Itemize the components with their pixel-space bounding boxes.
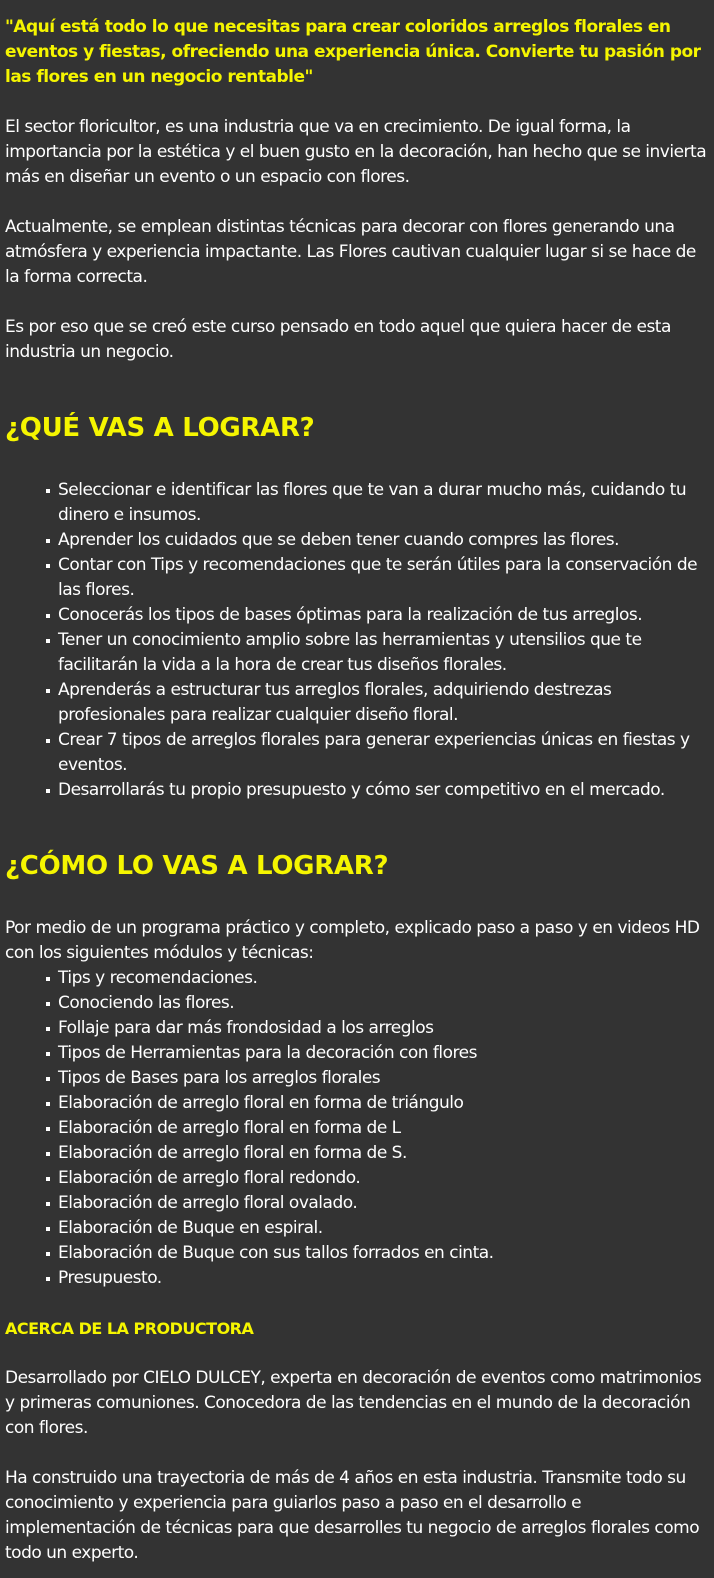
- list-item: Elaboración de arreglo floral en forma de S.: [45, 1141, 709, 1166]
- modules-list: [5, 966, 709, 1291]
- list-item: Elaboración de arreglo floral en forma de triángulo: [45, 1091, 709, 1116]
- list-item: Contar con Tips y recomendaciones que te serán útiles para la conservación de las flores.: [45, 553, 709, 603]
- list-item: Tips y recomendaciones.: [45, 966, 709, 991]
- list-item: Conociendo las flores.: [45, 991, 709, 1016]
- list-item: Tipos de Herramientas para la decoración con flores: [45, 1041, 709, 1066]
- list-item: Desarrollarás tu propio presupuesto y cómo ser competitivo en el mercado.: [45, 778, 709, 803]
- list-item: Seleccionar e identificar las flores que te van a durar mucho más, cuidando tu dinero e insumos.: [45, 478, 709, 528]
- goals-heading: ¿QUÉ VAS A LOGRAR?: [5, 413, 315, 443]
- list-item: Tipos de Bases para los arreglos florales: [45, 1066, 709, 1091]
- list-item: Tener un conocimiento amplio sobre las herramientas y utensilios que te facilitarán la vida a la hora de crear tus diseños florales.: [45, 628, 709, 678]
- list-item: Elaboración de Buque con sus tallos forrados en cinta.: [45, 1241, 709, 1266]
- method-heading: ¿CÓMO LO VAS A LOGRAR?: [5, 851, 389, 881]
- list-item: Elaboración de arreglo floral redondo.: [45, 1166, 709, 1191]
- list-item: Aprenderás a estructurar tus arreglos florales, adquiriendo destrezas profesionales para realizar cualquier diseño floral.: [45, 678, 709, 728]
- list-item: Presupuesto.: [45, 1266, 709, 1291]
- intro-quote: "Aquí está todo lo que necesitas para crear coloridos arreglos florales en eventos y fiestas, ofreciendo una experiencia única. Convierte tu pasión por las flores en un negocio rentable": [5, 17, 701, 87]
- goals-list: [5, 478, 709, 803]
- list-item: Aprender los cuidados que se deben tener cuando compres las flores.: [45, 528, 709, 553]
- list-item: Crear 7 tipos de arreglos florales para generar experiencias únicas en fiestas y eventos.: [45, 728, 709, 778]
- method-lead: Por medio de un programa práctico y completo, explicado paso a paso y en videos HD con los siguientes módulos y técnicas:: [5, 918, 700, 963]
- list-item: Conocerás los tipos de bases óptimas para la realización de tus arreglos.: [45, 603, 709, 628]
- list-item: Elaboración de arreglo floral ovalado.: [45, 1191, 709, 1216]
- list-item: Elaboración de Buque en espiral.: [45, 1216, 709, 1241]
- list-item: Elaboración de arreglo floral en forma de L: [45, 1116, 709, 1141]
- paragraph: Ha construido una trayectoria de más de 4 años en esta industria. Transmite todo su conocimiento y experiencia para guiarlos paso a paso en el desarrollo e implementación de técnicas para que desarrolles tu negocio de arreglos florales como todo un experto.: [5, 1468, 700, 1563]
- paragraph: Desarrollado por CIELO DULCEY, experta en decoración de eventos como matrimonios y primeras comuniones. Conocedora de las tendencias en el mundo de la decoración con flores.: [5, 1368, 702, 1438]
- paragraph: Es por eso que se creó este curso pensado en todo aquel que quiera hacer de esta industria un negocio.: [5, 317, 671, 362]
- producer-heading: ACERCA DE LA PRODUCTORA: [5, 1319, 254, 1338]
- paragraph: El sector floricultor, es una industria que va en crecimiento. De igual forma, la importancia por la estética y el buen gusto en la decoración, han hecho que se invierta más en diseñar un evento o un espacio con flores.: [5, 117, 707, 187]
- list-item: Follaje para dar más frondosidad a los arreglos: [45, 1016, 709, 1041]
- paragraph: Actualmente, se emplean distintas técnicas para decorar con flores generando una atmósfera y experiencia impactante. Las Flores cautivan cualquier lugar si se hace de la forma correcta.: [5, 217, 696, 287]
